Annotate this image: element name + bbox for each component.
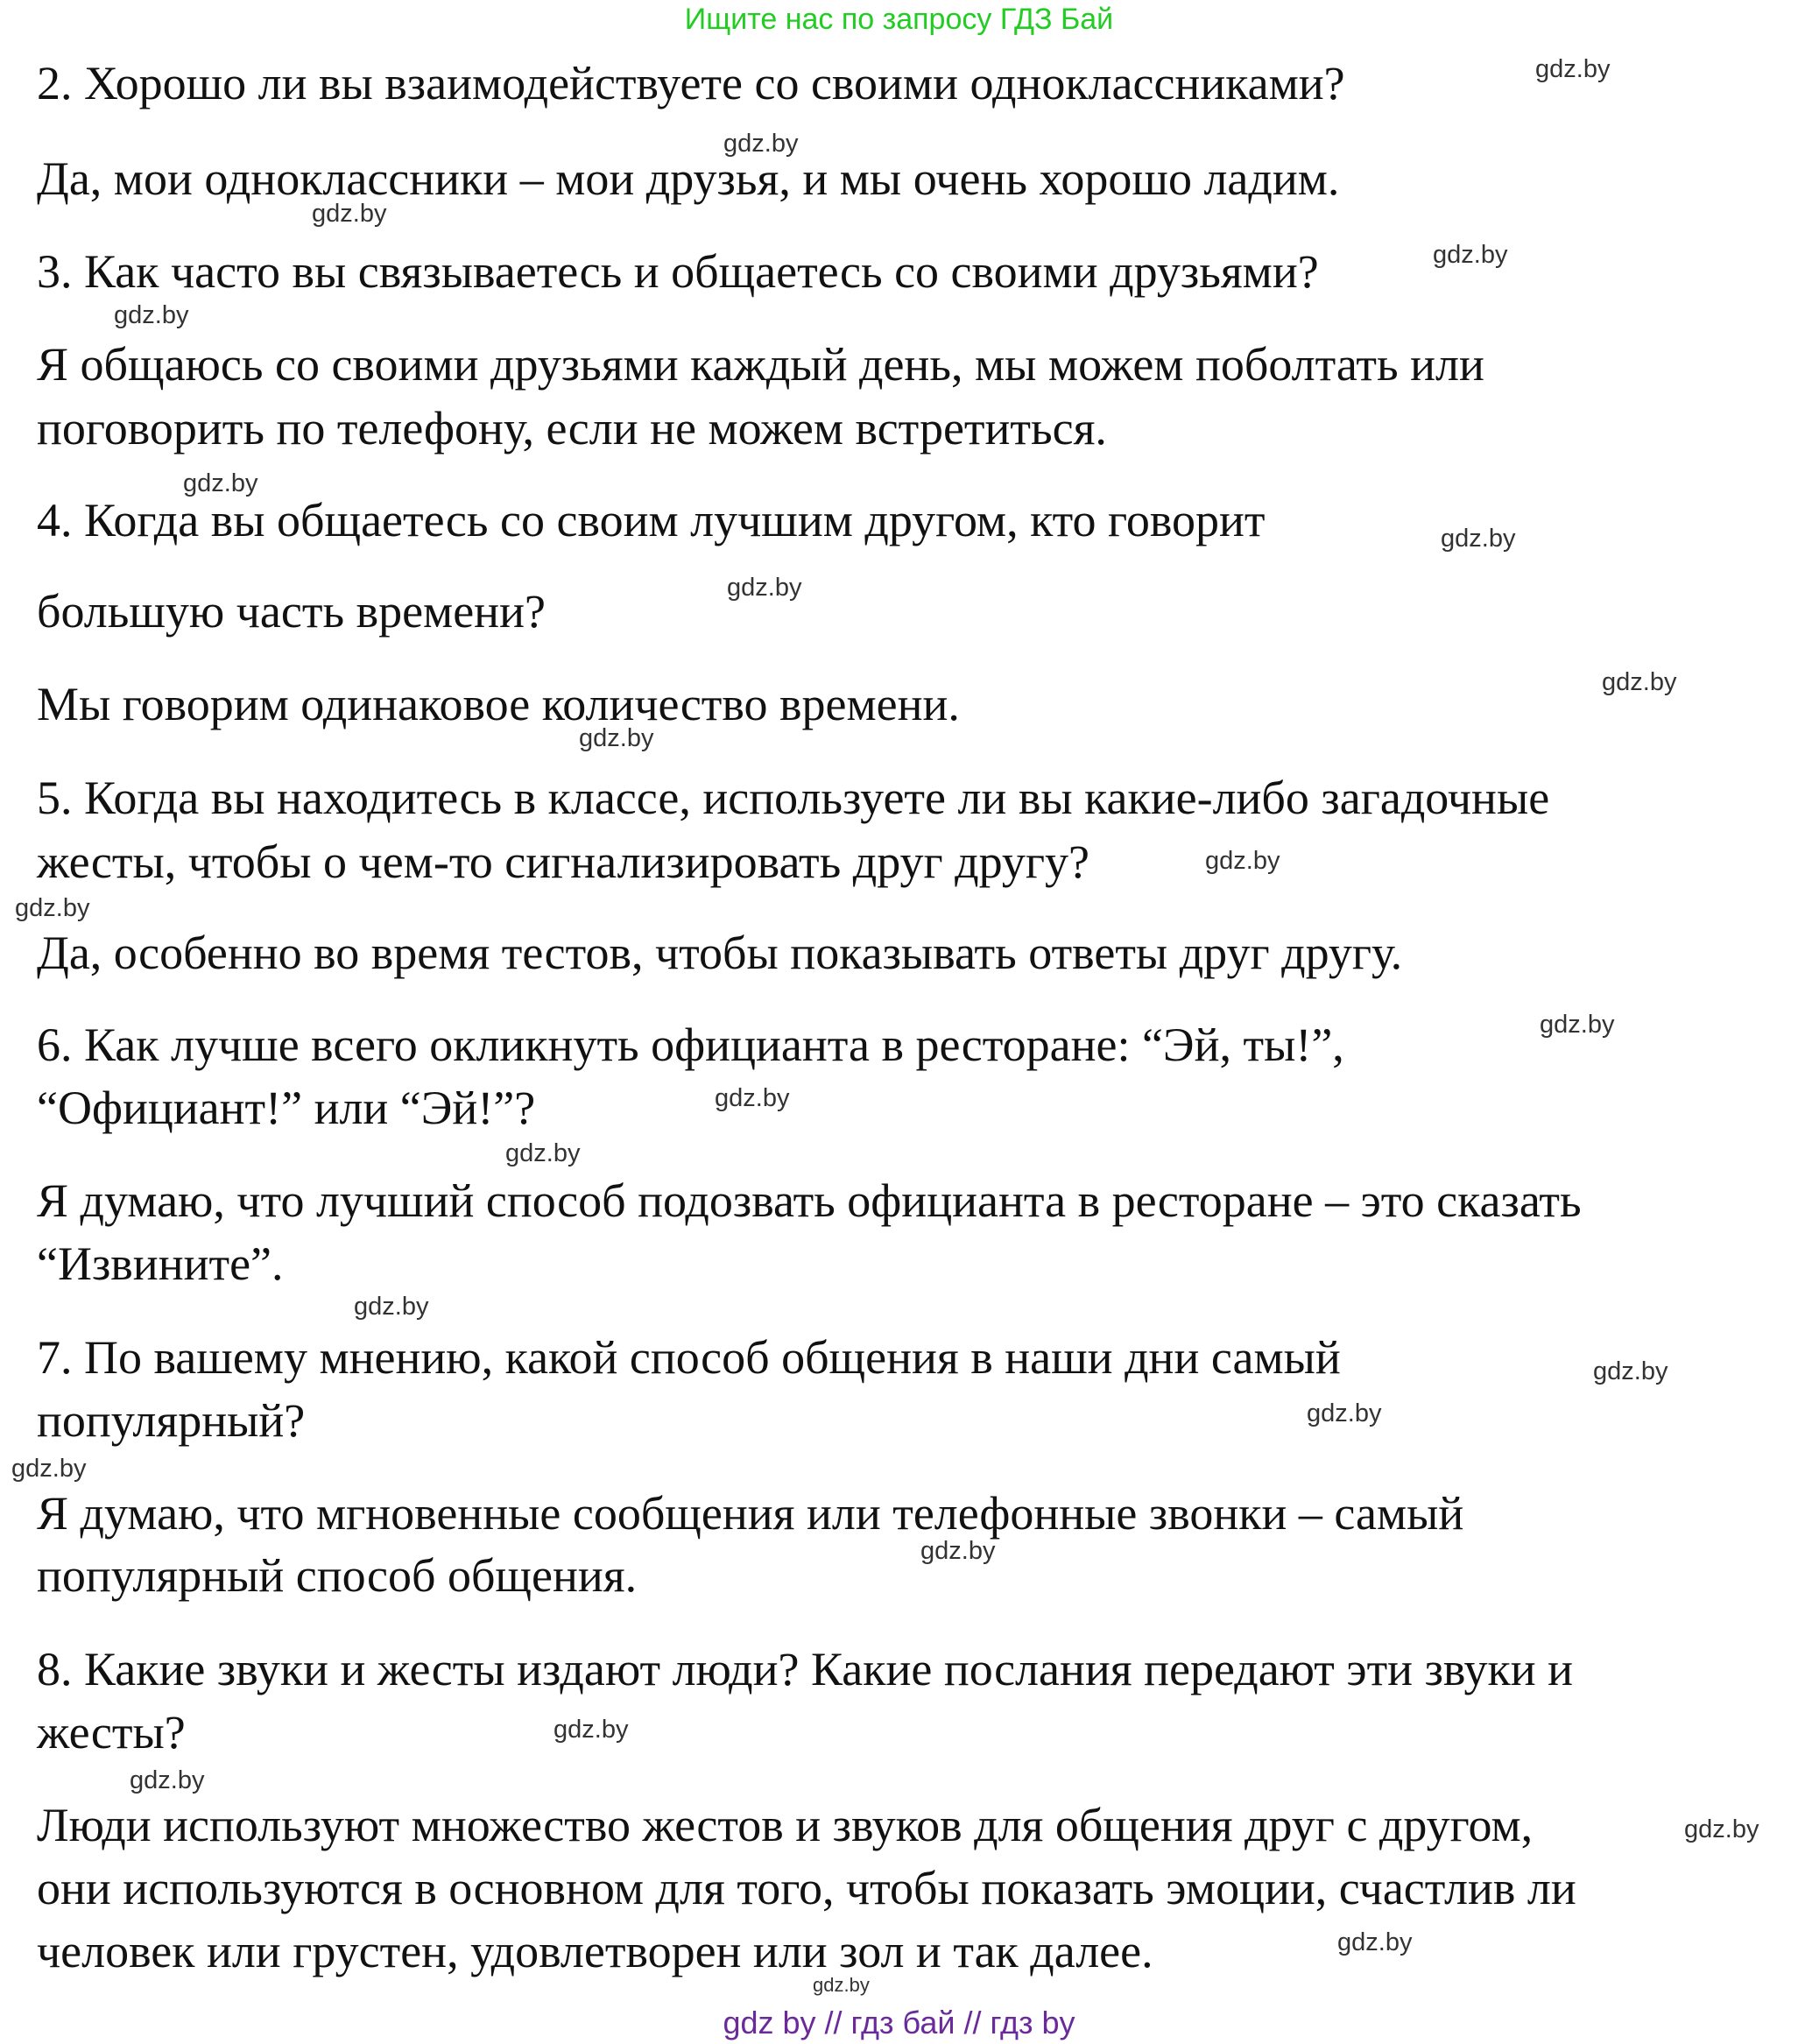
watermark: gdz.by bbox=[813, 1974, 870, 1996]
watermark: gdz.by bbox=[1433, 241, 1508, 269]
question-5-line-1: 5. Когда вы находитесь в классе, используете ли вы какие-либо загадочные bbox=[37, 772, 1550, 824]
watermark: gdz.by bbox=[11, 1455, 87, 1483]
watermark: gdz.by bbox=[1441, 525, 1516, 553]
watermark: gdz.by bbox=[1535, 55, 1611, 83]
watermark: gdz.by bbox=[130, 1766, 205, 1794]
question-5-line-2: жесты, чтобы о чем-то сигнализировать друг другу? bbox=[37, 835, 1090, 888]
question-4-line-1: 4. Когда вы общаетесь со своим лучшим другом, кто говорит bbox=[37, 494, 1266, 546]
watermark: gdz.by bbox=[1337, 1928, 1413, 1956]
watermark: gdz.by bbox=[723, 130, 799, 158]
watermark: gdz.by bbox=[312, 200, 387, 228]
watermark: gdz.by bbox=[1540, 1011, 1615, 1039]
watermark: gdz.by bbox=[1593, 1357, 1668, 1385]
watermark: gdz.by bbox=[1602, 668, 1677, 696]
watermark: gdz.by bbox=[114, 301, 189, 329]
question-8-line-1: 8. Какие звуки и жесты издают люди? Какие послания передают эти звуки и bbox=[37, 1643, 1574, 1695]
answer-7-line-1: Я думаю, что мгновенные сообщения или телефонные звонки – самый bbox=[37, 1487, 1464, 1540]
question-2: 2. Хорошо ли вы взаимодействуете со своими одноклассниками? bbox=[37, 57, 1345, 109]
watermark: gdz.by bbox=[715, 1084, 790, 1112]
answer-8-line-1: Люди используют множество жестов и звуков для общения друг с другом, bbox=[37, 1799, 1534, 1851]
question-6-line-2: “Официант!” или “Эй!”? bbox=[37, 1082, 536, 1134]
watermark: gdz.by bbox=[505, 1139, 581, 1167]
answer-2: Да, мои одноклассники – мои друзья, и мы очень хорошо ладим. bbox=[37, 152, 1340, 205]
watermark: gdz.by bbox=[15, 894, 90, 922]
watermark: gdz.by bbox=[1684, 1815, 1759, 1843]
watermark: gdz.by bbox=[1307, 1399, 1382, 1427]
answer-3-line-2: поговорить по телефону, если не можем встретиться. bbox=[37, 402, 1107, 455]
watermark: gdz.by bbox=[727, 574, 802, 602]
question-7-line-2: популярный? bbox=[37, 1394, 306, 1447]
answer-7-line-2: популярный способ общения. bbox=[37, 1549, 638, 1602]
watermark: gdz.by bbox=[554, 1716, 629, 1744]
answer-6-line-1: Я думаю, что лучший способ подозвать официанта в ресторане – это сказать bbox=[37, 1174, 1582, 1227]
answer-4: Мы говорим одинаковое количество времени. bbox=[37, 678, 960, 730]
answer-8-line-3: человек или грустен, удовлетворен или зол и так далее. bbox=[37, 1925, 1153, 1977]
answer-5: Да, особенно во время тестов, чтобы показывать ответы друг другу. bbox=[37, 927, 1403, 979]
watermark: gdz.by bbox=[920, 1537, 996, 1565]
question-4-line-2: большую часть времени? bbox=[37, 585, 546, 638]
watermark: gdz.by bbox=[579, 724, 654, 752]
header-banner: Ищите нас по запросу ГДЗ Бай bbox=[684, 3, 1114, 36]
answer-3-line-1: Я общаюсь со своими друзьями каждый день, мы можем поболтать или bbox=[37, 338, 1484, 391]
watermark: gdz.by bbox=[183, 469, 258, 497]
footer-links: gdz by // гдз бай // гдз by bbox=[723, 2005, 1075, 2040]
question-6-line-1: 6. Как лучше всего окликнуть официанта в ресторане: “Эй, ты!”, bbox=[37, 1018, 1344, 1071]
answer-6-line-2: “Извините”. bbox=[37, 1237, 284, 1290]
watermark: gdz.by bbox=[354, 1293, 429, 1321]
answer-8-line-2: они используются в основном для того, чтобы показать эмоции, счастлив ли bbox=[37, 1862, 1576, 1914]
watermark: gdz.by bbox=[1205, 847, 1280, 875]
question-8-line-2: жесты? bbox=[37, 1706, 186, 1759]
question-7-line-1: 7. По вашему мнению, какой способ общения в наши дни самый bbox=[37, 1331, 1341, 1384]
question-3: 3. Как часто вы связываетесь и общаетесь со своими друзьями? bbox=[37, 245, 1319, 298]
